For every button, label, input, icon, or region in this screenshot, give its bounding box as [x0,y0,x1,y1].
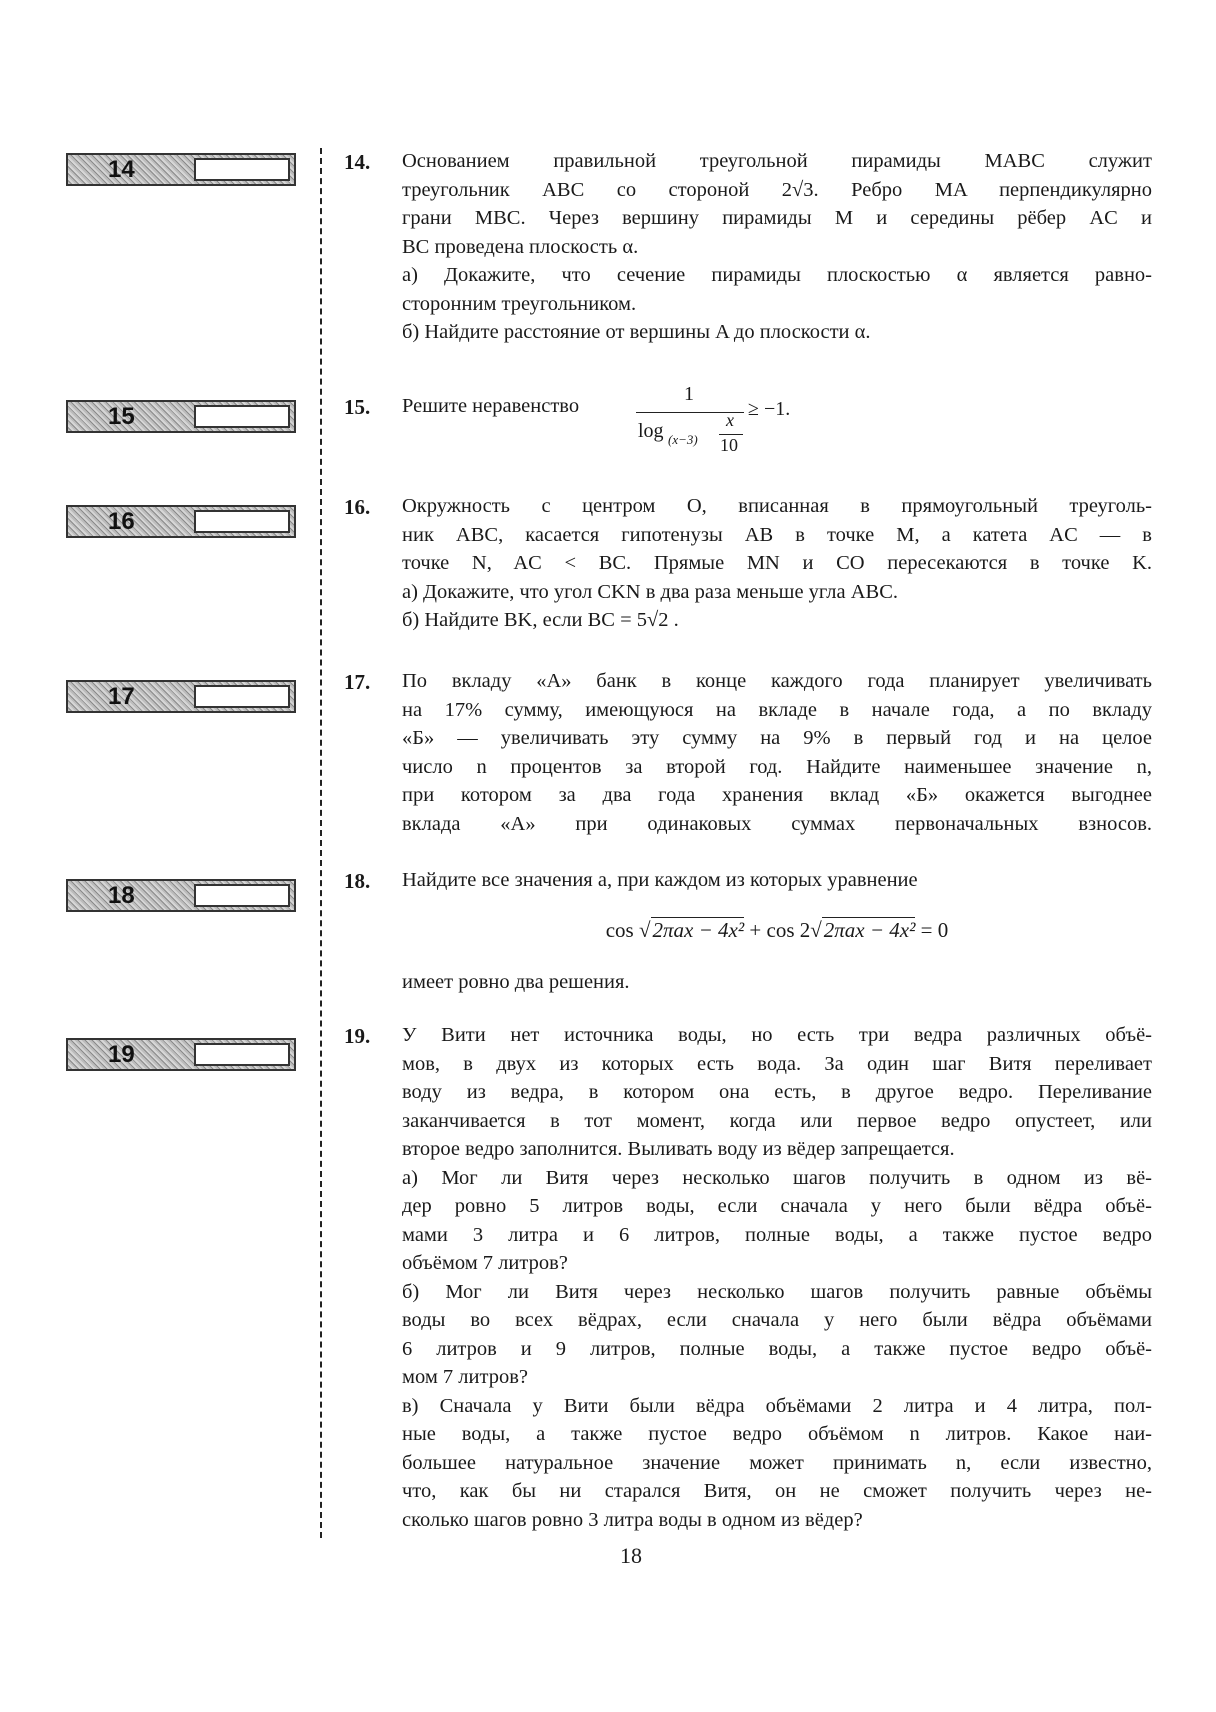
text-line: большее натуральное значение может принимать n, если известно, [402,1451,1152,1474]
sqrt-icon: √ [638,918,651,942]
text-line: сколько шагов ровно 3 литра воды в одном из вёдер? [402,1508,863,1531]
answer-cell[interactable] [194,884,290,907]
sqrt-icon: √ [810,918,822,942]
answer-cell[interactable] [194,405,290,428]
text-line: дер ровно 5 литров воды, если сначала у него были вёдра объё- [402,1195,1152,1217]
text-line: б) Мог ли Витя через несколько шагов получить равные объёмы [402,1280,1152,1303]
text-line: сторонним треугольником. [402,292,637,315]
box-number: 16 [108,508,135,535]
radicand: 2πax − 4x² [823,918,916,942]
text-line: У Вити нет источника воды, но есть три ведра различных объё- [402,1024,1152,1046]
problem-number: 15. [344,395,371,419]
answer-box-17 [66,680,296,713]
text-line: б) Найдите расстояние от вершины A до плоскости α. [402,321,871,343]
equation [402,918,1152,943]
arg-numerator: x [726,410,734,430]
answer-box-15 [66,400,296,433]
text-line: а) Мог ли Витя через несколько шагов получить в одном из вё- [402,1166,1152,1189]
problem-number: 19. [344,1024,371,1048]
text-line: BC проведена плоскость α. [402,235,639,258]
plus-cos-term: + cos 2 [749,918,811,942]
text-line: Окружность с центром O, вписанная в прямоугольный треуголь- [402,495,1152,517]
box-number: 17 [108,683,135,710]
problem-17-text [402,667,1152,838]
text-line: в) Сначала у Вити были вёдра объёмами 2 литра и 4 литра, пол- [402,1394,1152,1417]
text-line: объёмом 7 литров? [402,1252,568,1274]
log-label: log [638,420,664,442]
radicand: 2πax − 4x² [652,918,745,942]
fraction-numerator: 1 [684,383,694,405]
text-line: второе ведро заполнится. Выливать воду из вёдер запрещается. [402,1138,955,1160]
text-line: а) Докажите, что угол CKN в два раза меньше угла ABC. [402,580,899,603]
text-line: заканчивается в тот момент, когда или первое ведро опустеет, или [402,1109,1152,1132]
problem-16-text [402,492,1152,635]
problem-number: 18. [344,869,371,893]
problem-18-text [402,866,1152,895]
answer-box-14 [66,153,296,186]
problem-number: 14. [344,150,371,174]
text-line: мов, в двух из которых есть вода. За один шаг Витя переливает [402,1052,1152,1075]
cos-term: cos [605,918,634,942]
answer-cell[interactable] [194,510,290,533]
text-line: точке N, AC < BC. Прямые MN и CO пересекаются в точке K. [402,552,1152,574]
box-number: 19 [108,1041,135,1068]
text-line: Основанием правильной треугольной пирамиды MABC служит [402,150,1152,172]
cut-line [320,148,322,1538]
problem-number: 17. [344,670,371,694]
answer-cell[interactable] [194,1043,290,1066]
log-base: (x−3) [668,432,698,447]
answer-box-16 [66,505,296,538]
text-line: б) Найдите BK, если BC = 5√2 . [402,609,679,631]
answer-cell[interactable] [194,158,290,181]
arg-denominator: 10 [720,435,738,455]
text-line: воды во всех вёдрах, если сначала у него были вёдра объёмами [402,1309,1152,1331]
inequality-rhs: ≥ −1. [748,398,791,420]
text-line: ные воды, а также пустое ведро объёмом n литров. Какое наи- [402,1423,1152,1445]
page-number: 18 [620,1543,642,1568]
text-line: мами 3 литра и 6 литров, полные воды, а также пустое ведро [402,1223,1152,1246]
text-line: грани MBC. Через вершину пирамиды M и середины рёбер AC и [402,207,1152,229]
text-line: число n процентов за второй год. Найдите наименьшее значение n, [402,755,1152,778]
box-number: 15 [108,403,135,430]
text-line: 6 литров и 9 литров, полные воды, а также пустое ведро объё- [402,1337,1152,1360]
text-line: Решите неравенство [402,395,580,417]
text-line: Найдите все значения a, при каждом из которых уравнение [402,869,918,891]
problem-14-text [402,147,1152,347]
text-line: По вкладу «А» банк в конце каждого года планирует увеличивать [402,670,1152,692]
problem-19-text [402,1021,1152,1534]
text-line: на 17% сумму, имеющуюся на вкладе в начале года, а по вкладу [402,698,1152,721]
text-line: ник ABC, касается гипотенузы AB в точке M, а катета AC — в [402,523,1152,546]
text-line: «Б» — увеличивать эту сумму на 9% в первый год и на целое [402,727,1152,749]
equals-zero: = 0 [915,918,949,942]
text-line: треугольник ABC со стороной 2√3. Ребро MA перпендикулярно [402,178,1152,201]
text-line: при котором за два года хранения вклад «Б» окажется выгоднее [402,784,1152,806]
problem-number: 16. [344,495,371,519]
text-line: вклада «А» при одинаковых суммах первоначальных взносов. [402,812,1152,835]
box-number: 18 [108,882,135,909]
problem-18-after: имеет ровно два решения. [402,971,630,993]
text-line: воду из ведра, в котором она есть, в другое ведро. Переливание [402,1081,1152,1103]
answer-box-19 [66,1038,296,1071]
box-number: 14 [108,156,135,183]
answer-cell[interactable] [194,685,290,708]
text-line: а) Докажите, что сечение пирамиды плоскостью α является равно- [402,264,1152,286]
text-line: мом 7 литров? [402,1366,528,1388]
answer-box-18 [66,879,296,912]
text-line: что, как бы ни старался Витя, он не сможет получить через не- [402,1480,1152,1502]
